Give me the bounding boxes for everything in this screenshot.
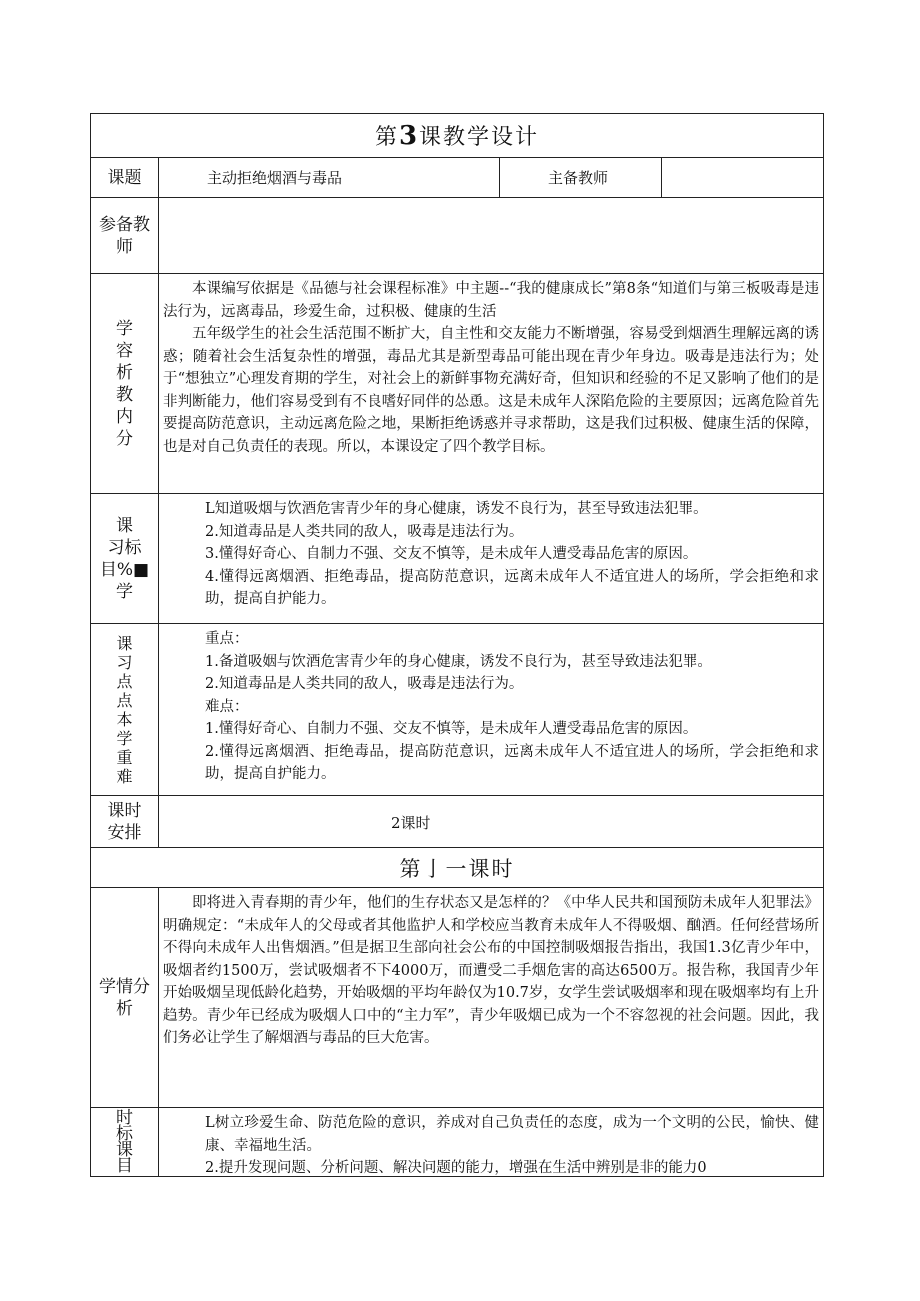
lead-teacher-label: 主备教师 [500,158,662,197]
schedule-row [90,795,824,847]
period-objective-item: 2.提升发现问题、分析问题、解决问题的能力，增强在生活中辨别是非的能力0 [205,1160,707,1176]
lesson-plan-table [90,113,824,1177]
period-objectives-row [90,1107,824,1177]
key-title: 重点： [205,631,249,647]
objective-item: L知道吸烟与饮酒危害青少年的身心健康，诱发不良行为，甚至导致违法犯罪。 [205,501,708,517]
co-teacher-value [159,198,823,273]
period-objectives-list [159,1108,823,1176]
key-points-label: 课 习 点 点 本 学 重 难 [91,624,159,795]
content-analysis-row [90,273,824,493]
analysis-paragraph: 五年级学生的社会生活范围不断扩大，自主性和交友能力不断增强，容易受到烟酒生理解远离的诱惑；随着社会生活复杂性的增强，毒品尤其是新型毒品可能出现在青少年身边。吸毒是违法行为；处于“想独立”心理发育期的学生，对社会上的新鲜事物充满好奇，但知识和经验的不足又影响了他们的是非判断能力，他们容易受到有不良嗜好同伴的怂恿。这是未成年人深陷危险的主要原因；远离危险首先要提高防范意识，主动远离危险之地，果断拒绝诱惑并寻求帮助，这是我们过积极、健康生活的保障，也是对自己负责任的表现。所以，本课设定了四个教学目标。 [163,326,819,455]
student-analysis-label: 学情分 析 [91,888,159,1107]
key-item: 1.备道吸姻与饮酒危害青少年的身心健康，诱发不良行为，甚至导致违法犯罪。 [205,653,712,670]
content-analysis-text [159,274,823,493]
key-points-row [90,623,824,795]
co-teacher-row [90,197,824,273]
analysis-paragraph: 本课编写依据是《品德与社会课程标准》中主题--“我的健康成长”第8条“知道们与第三板吸毒是违法行为，远离毒品，珍爱生命，过积极、健康的生活 [163,281,819,320]
co-teacher-label: 参备教 师 [91,198,159,273]
student-analysis-paragraph: 即将进入青春期的青少年，他们的生存状态又是怎样的？《中华人民共和国预防未成年人犯罪法》明确规定：“未成年人的父母或者其他监护人和学校应当教育未成年人不得吸烟、酗酒。任何经营场所不得向未成年人出售烟酒。”但是据卫生部向社会公布的中国控制吸烟报告指出，我国1.3亿青少年中，吸烟者约1500万，尝试吸烟者不下4000万，而遭受二手烟危害的高达6500万。报告称，我国青少年开始吸烟呈现低龄化趋势，开始吸烟的平均年龄仅为10.7岁，女学生尝试吸烟率和现在吸烟率均有上升趋势。青少年已经成为吸烟人口中的“主力军”，青少年吸烟已成为一个不容忽视的社会问题。因此，我们务必让学生了解烟酒与毒品的巨大危害。 [163,895,819,1046]
title-suffix: 课教学设计 [419,125,540,150]
schedule-label: 课时 安排 [91,796,159,847]
student-analysis-row [90,887,824,1107]
subject-row [90,157,824,197]
period-objectives-label: 时 标 课 目 [91,1108,159,1176]
objective-item: 4.懂得远离烟酒、拒绝毒品，提高防范意识，远离未成年人不适宜进人的场所，学会拒绝和求助，提高自护能力。 [205,568,819,607]
schedule-value: 2课时 [391,814,431,833]
title-number: 3 [398,120,420,151]
difficult-item: 2.懂得远离烟酒、拒绝毒品，提高防范意识，远离未成年人不适宜进人的场所，学会拒绝和求助，提高自护能力。 [205,743,819,782]
objectives-list [159,494,823,623]
title-prefix: 第 [374,125,399,150]
difficult-title: 难点： [205,698,249,715]
period-objective-item: L树立珍爱生命、防范危险的意识，养成对自己负责任的态度，成为一个文明的公民，愉快、健康、幸福地生活。 [205,1115,819,1154]
objectives-label: 课 习标 目%■ 学 [91,494,159,623]
period-title: 第亅一课时 [90,847,824,887]
objective-item: 2.知道毒品是人类共同的敌人，吸毒是违法行为。 [205,523,524,540]
key-points-text [159,624,823,795]
subject-label: 课题 [91,158,159,197]
objectives-row [90,493,824,623]
lead-teacher-value [662,158,823,197]
difficult-item: 1.懂得好奇心、自制力不强、交友不慎等，是未成年人遭受毒品危害的原因。 [205,721,698,737]
student-analysis-text [159,888,823,1107]
subject-value: 主动拒绝烟酒与毒品 [159,158,500,197]
document-title [90,113,824,157]
content-analysis-label: 学 容 析 教 内 分 [91,274,159,493]
key-item: 2.知道毒品是人类共同的敌人，吸毒是违法行为。 [205,676,524,692]
objective-item: 3.懂得好奇心、自制力不强、交友不慎等，是未成年人遭受毒品危害的原因。 [205,546,698,562]
